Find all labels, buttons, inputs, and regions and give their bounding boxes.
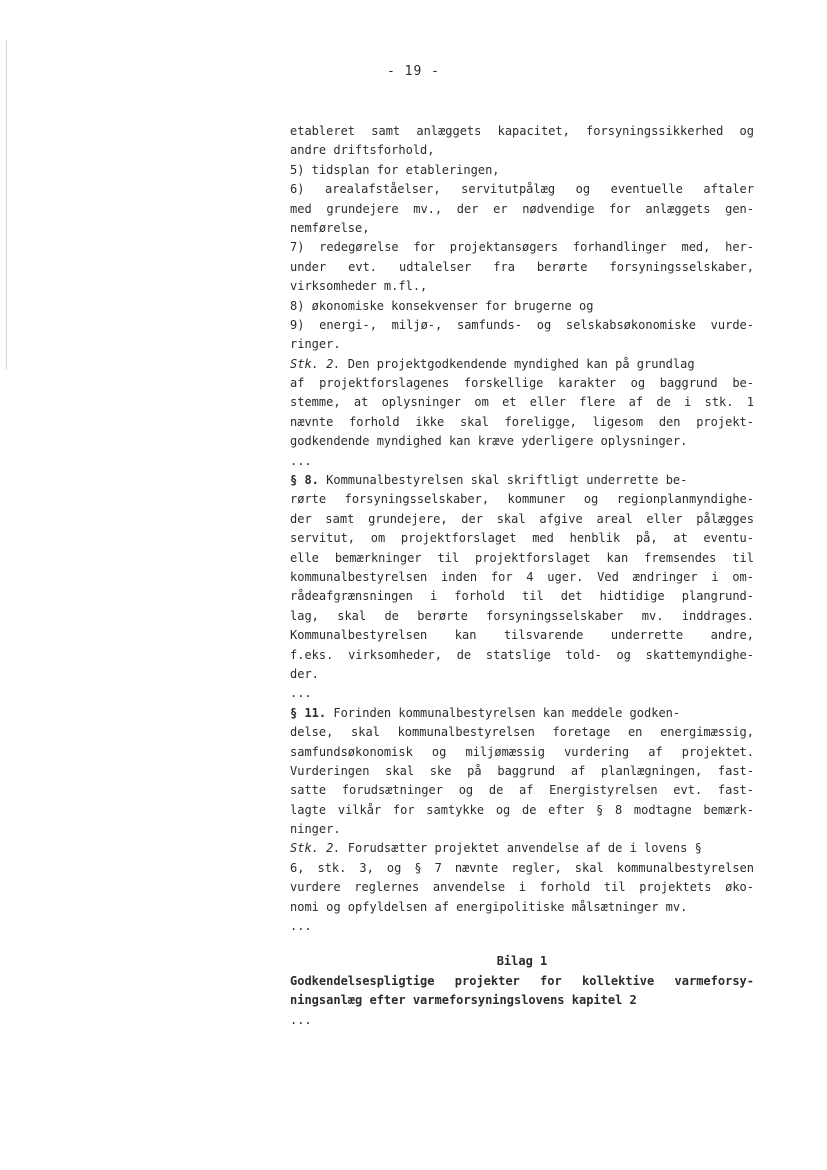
annex-title-line: Godkendelsespligtige projekter for kollektive varmeforsy- [290, 973, 754, 988]
section-label: § 8. [290, 473, 319, 488]
document-body [290, 122, 754, 1030]
text-line: der samt grundejere, der skal afgive areal eller pålægges [290, 511, 754, 526]
text-line: 9) energi-, miljø-, samfunds- og selskabsøkonomiske vurde- [290, 317, 754, 332]
section-8-first-line [290, 471, 754, 490]
spacer [290, 936, 754, 952]
text-line: ninger. [290, 822, 341, 837]
text-line: ringer. [290, 337, 341, 352]
ellipsis: ... [290, 919, 312, 934]
text-line: vurdere reglernes anvendelse i forhold til projektets øko- [290, 880, 754, 895]
text-line: under evt. udtalelser fra berørte forsyningsselskaber, [290, 259, 754, 274]
stk-label: Stk. 2. [290, 356, 341, 371]
text-line: andre driftsforhold, [290, 143, 435, 158]
section-label: § 11. [290, 705, 327, 720]
text-line: 6) arealafståelser, servitutpålæg og eventuelle aftaler [290, 182, 754, 197]
text-line: servitut, om projektforslaget med henblik på, at eventu- [290, 531, 754, 546]
text-line: samfundsøkonomisk og miljømæssig vurdering af projektet. [290, 744, 754, 759]
text-line: Kommunalbestyrelsen kan tilsvarende underrette andre, [290, 628, 754, 643]
text-line: etableret samt anlæggets kapacitet, forsyningssikkerhed og [290, 124, 754, 138]
text-line: virksomheder m.fl., [290, 279, 428, 294]
ellipsis: ... [290, 1012, 312, 1027]
text-line: 5) tidsplan for etableringen, [290, 162, 500, 177]
section-text: Kommunalbestyrelsen skal skriftligt underrette be- [318, 473, 688, 488]
text-line: med grundejere mv., der er nødvendige for anlæggets gen- [290, 201, 754, 216]
text-line: nævnte forhold ikke skal foreligge, ligesom den projekt- [290, 414, 754, 429]
stk2-first-line [290, 355, 754, 374]
text-line: Vurderingen skal ske på baggrund af planlægningen, fast- [290, 763, 754, 778]
text-line: elle bemærkninger til projektforslaget kan fremsendes til [290, 550, 754, 565]
text-line: rådeafgrænsningen i forhold til det hidtidige plangrund- [290, 589, 754, 604]
text-line: der. [290, 666, 319, 681]
section-text: Forinden kommunalbestyrelsen kan meddele godken- [326, 705, 681, 720]
text-line: lagte vilkår for samtykke og de efter § 8 modtagne bemærk- [290, 802, 754, 817]
text-line: stemme, at oplysninger om et eller flere af de i stk. 1 [290, 395, 754, 410]
section-11-first-line [290, 704, 754, 723]
annex-heading: Bilag 1 [496, 954, 548, 969]
text-line: rørte forsyningsselskaber, kommuner og regionplanmyndighe- [290, 492, 754, 507]
stk-text: Den projektgodkendende myndighed kan på grundlag [340, 356, 695, 371]
scan-edge-line [6, 40, 7, 370]
page-number: - 19 - [387, 64, 440, 79]
text-line: af projektforslagenes forskellige karakter og baggrund be- [290, 376, 754, 391]
text-line: godkendende myndighed kan kræve yderligere oplysninger. [290, 434, 688, 449]
text-line: 7) redegørelse for projektansøgers forhandlinger med, her- [290, 240, 754, 255]
ellipsis: ... [290, 453, 312, 468]
text-line: 6, stk. 3, og § 7 nævnte regler, skal kommunalbestyrelsen [290, 860, 754, 875]
text-line: kommunalbestyrelsen inden for 4 uger. Ved ændringer i om- [290, 569, 754, 584]
ellipsis: ... [290, 686, 312, 701]
stk-label: Stk. 2. [290, 841, 341, 856]
text-line: nomi og opfyldelsen af energipolitiske målsætninger mv. [290, 899, 688, 914]
text-line: f.eks. virksomheder, de statslige told- og skattemyndighe- [290, 647, 754, 662]
annex-title-line: ningsanlæg efter varmeforsyningslovens kapitel 2 [290, 993, 637, 1008]
text-line: nemførelse, [290, 220, 370, 235]
text-line: satte forudsætninger og de af Energistyrelsen evt. fast- [290, 783, 754, 798]
section-11-stk2-first-line [290, 839, 754, 858]
text-line: 8) økonomiske konsekvenser for brugerne og [290, 298, 594, 313]
text-line: lag, skal de berørte forsyningsselskaber mv. inddrages. [290, 608, 754, 623]
stk-text: Forudsætter projektet anvendelse af de i lovens § [340, 841, 702, 856]
text-line: delse, skal kommunalbestyrelsen foretage en energimæssig, [290, 725, 754, 740]
